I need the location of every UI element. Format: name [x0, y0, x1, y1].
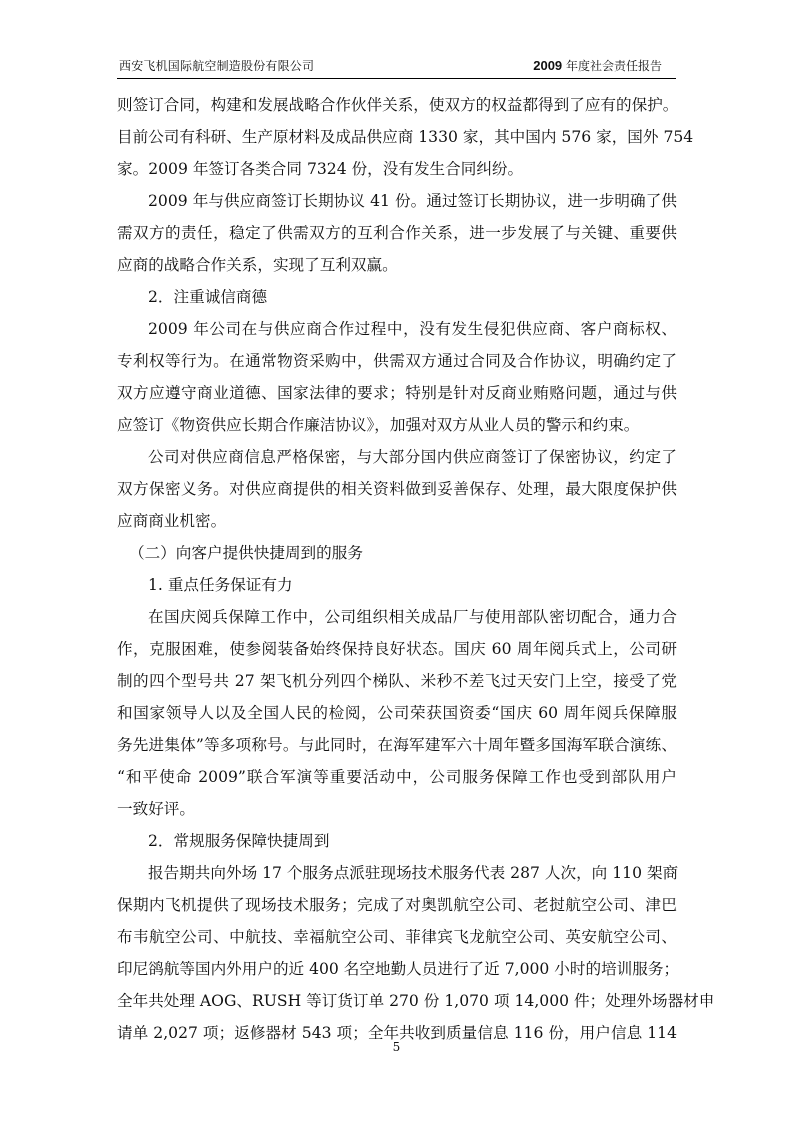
text-line: 目前公司有科研、生产原材料及成品供应商 1330 家，其中国内 576 家，国外 754	[117, 128, 694, 146]
text-line: 作，克服困难，使参阅装备始终保持良好状态。国庆 60 周年阅兵式上，公司研	[117, 640, 677, 658]
page-number: 5	[392, 1040, 401, 1054]
text-line: “和平使命 2009”联合军演等重要活动中，公司服务保障工作也受到部队用户	[117, 768, 677, 786]
paragraph	[117, 441, 677, 537]
text-line: 2009 年公司在与供应商合作过程中，没有发生侵犯供应商、客户商标权、	[148, 320, 677, 338]
text-line: 布韦航空公司、中航技、幸福航空公司、菲律宾飞龙航空公司、英安航空公司、	[117, 928, 677, 946]
paragraph	[117, 857, 715, 1049]
text-line: 则签订合同，构建和发展战略合作伙伴关系，使双方的权益都得到了应有的保护。	[117, 96, 679, 114]
paragraph	[117, 89, 694, 185]
text-line: 务先进集体”等多项称号。与此同时，在海军建军六十周年暨多国海军联合演练、	[117, 736, 677, 754]
section-heading	[117, 537, 677, 569]
text-line: 和国家领导人以及全国人民的检阅，公司荣获国资委“国庆 60 周年阅兵保障服	[117, 704, 677, 722]
text-line: 制的四个型号共 27 架飞机分列四个梯队、米秒不差飞过天安门上空，接受了党	[117, 672, 677, 690]
text-line: 保期内飞机提供了现场技术服务；完成了对奥凯航空公司、老挝航空公司、津巴	[117, 896, 677, 914]
heading-text: 2．常规服务保障快捷周到	[148, 832, 330, 850]
header-report-title	[533, 56, 662, 76]
text-line: 双方保密义务。对供应商提供的相关资料做到妥善保存、处理，最大限度保护供	[117, 480, 677, 498]
text-line: 家。2009 年签订各类合同 7324 份，没有发生合同纠纷。	[117, 160, 524, 178]
text-line: 印尼鹆航等国内外用户的近 400 名空地勤人员进行了近 7,000 小时的培训服务；	[117, 960, 680, 978]
subsection-heading	[117, 569, 677, 601]
paragraph	[117, 313, 677, 441]
text-line: 需双方的责任，稳定了供需双方的互利合作关系，进一步发展了与关键、重要供	[117, 224, 677, 242]
text-line: 应签订《物资供应长期合作廉洁协议》，加强对双方从业人员的警示和约束。	[117, 416, 640, 434]
header-report-title-text: 年度社会责任报告	[565, 59, 662, 73]
section-heading-text: （二）向客户提供快捷周到的服务	[129, 544, 363, 562]
heading-text: 2．注重诚信商德	[148, 288, 268, 306]
heading-text: 1. 重点任务保证有力	[148, 576, 293, 594]
page-header	[117, 56, 676, 79]
header-company-name: 西安飞机国际航空制造股份有限公司	[119, 59, 315, 73]
text-line: 请单 2,027 项；返修器材 543 项；全年共收到质量信息 116 份，用户信息 114	[117, 1024, 677, 1042]
text-line: 公司对供应商信息严格保密，与大部分国内供应商签订了保密协议，约定了	[148, 448, 677, 466]
text-line: 2009 年与供应商签订长期协议 41 份。通过签订长期协议，进一步明确了供	[148, 192, 677, 210]
text-line: 在国庆阅兵保障工作中，公司组织相关成品厂与使用部队密切配合，通力合	[148, 608, 677, 626]
text-line: 全年共处理 AOG、RUSH 等订货订单 270 份 1,070 项 14,000 件；处理外场器材申	[117, 992, 715, 1010]
header-report-year: 2009	[533, 58, 563, 73]
document-body	[117, 89, 715, 1049]
text-line: 报告期共向外场 17 个服务点派驻现场技术服务代表 287 人次，向 110 架商	[148, 864, 679, 882]
subsection-heading	[117, 281, 677, 313]
paragraph	[117, 185, 677, 281]
text-line: 双方应遵守商业道德、国家法律的要求；特别是针对反商业贿赂问题，通过与供	[117, 384, 677, 402]
text-line: 专利权等行为。在通常物资采购中，供需双方通过合同及合作协议，明确约定了	[117, 352, 677, 370]
text-line: 应商商业机密。	[117, 512, 227, 530]
subsection-heading	[117, 825, 677, 857]
text-line: 一致好评。	[117, 800, 195, 818]
text-line: 应商的战略合作关系，实现了互利双赢。	[117, 256, 398, 274]
paragraph	[117, 601, 677, 825]
